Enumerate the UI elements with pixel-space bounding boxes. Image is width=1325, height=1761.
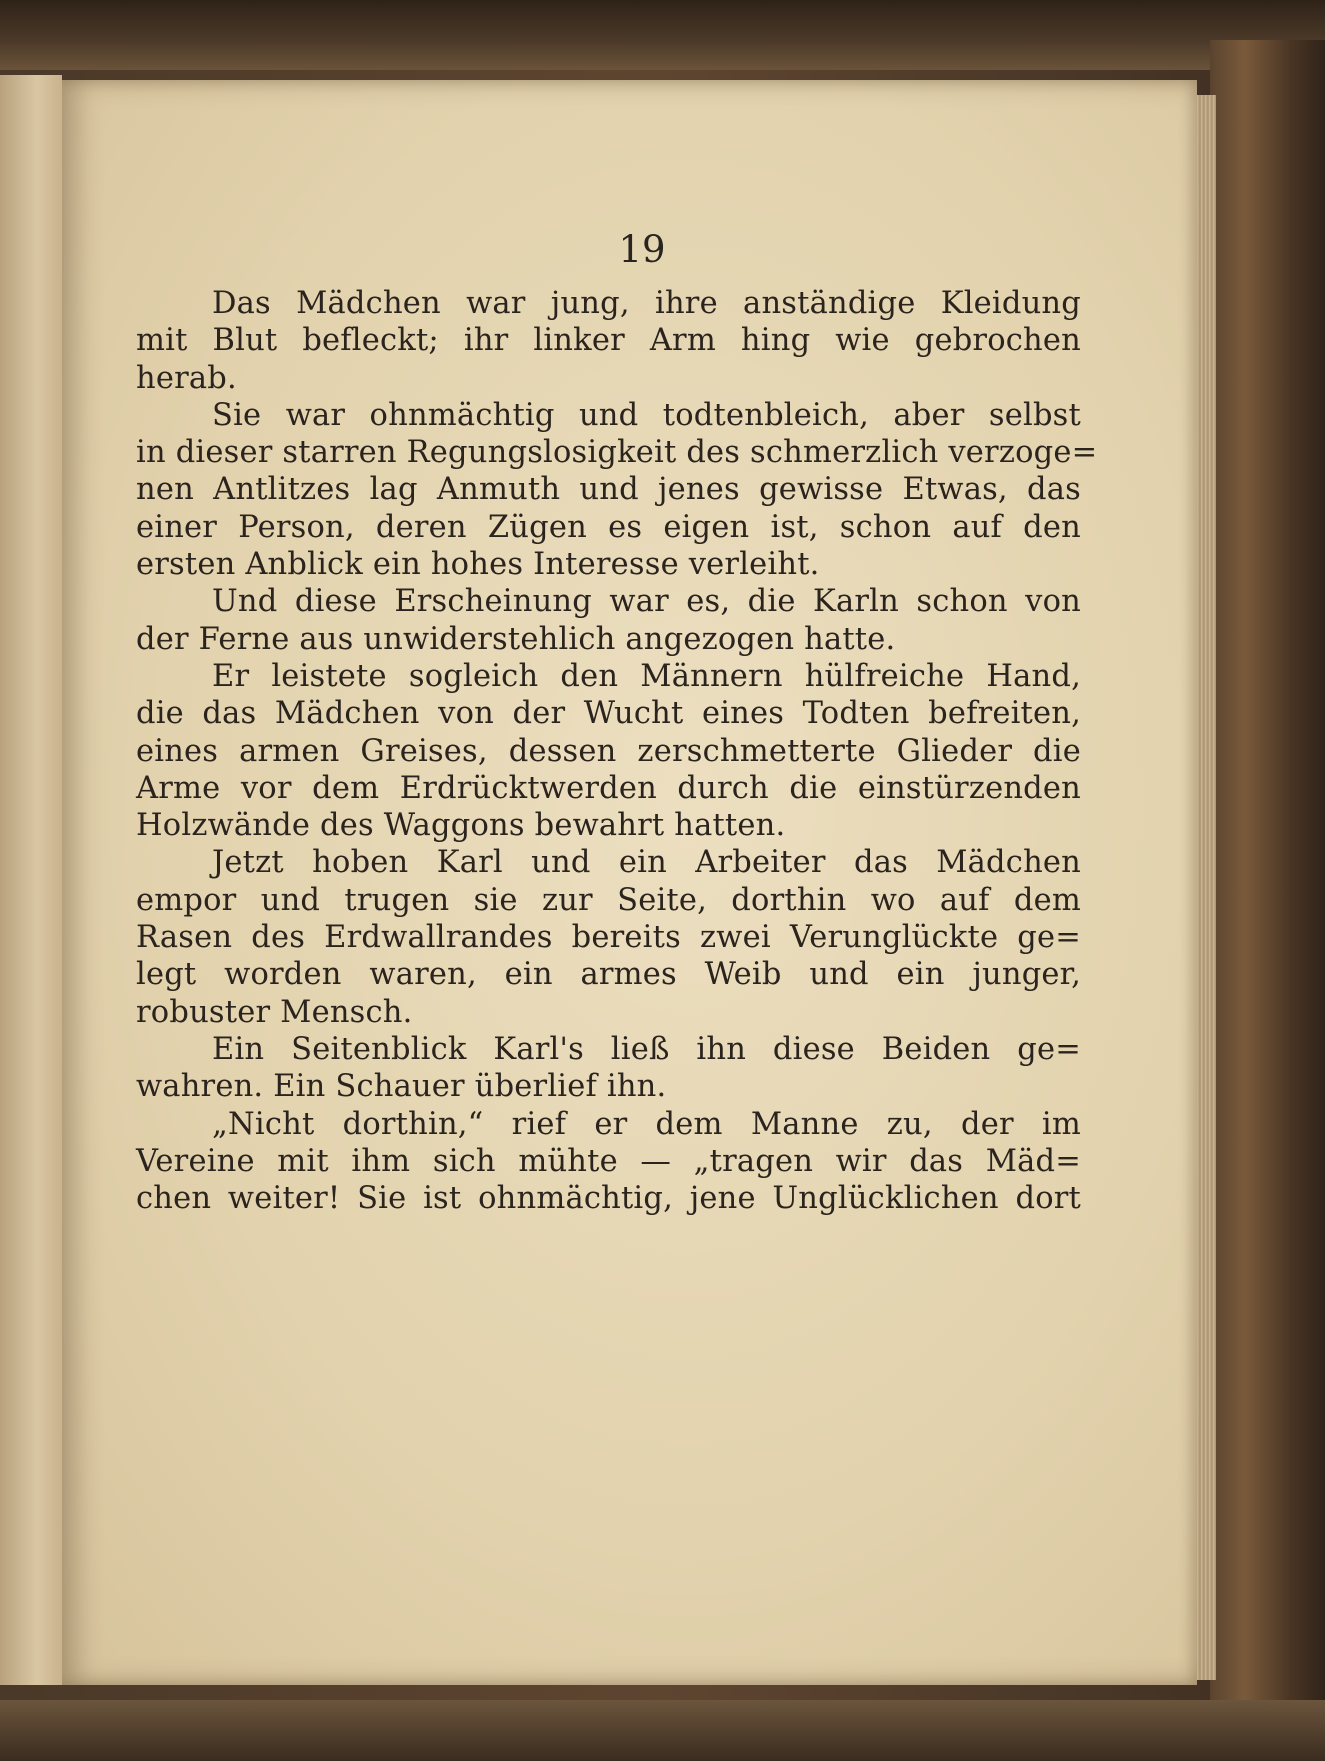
text-line: der Ferne aus unwiderstehlich angezogen hatte. <box>136 621 896 657</box>
text-line: chen weiter! Sie ist ohnmächtig, jene Unglücklichen dort <box>136 1181 1081 1217</box>
text-line: robuster Mensch. <box>136 994 413 1030</box>
left-page-edge <box>0 75 62 1685</box>
book-page <box>62 80 1197 1685</box>
text-line: Er leistete sogleich den Männern hülfreiche Hand, <box>212 658 1081 694</box>
text-line: „Nicht dorthin,“ rief er dem Manne zu, der im <box>212 1106 1081 1142</box>
text-line: Rasen des Erdwallrandes bereits zwei Verunglückte ge= <box>136 920 1081 956</box>
text-line: die das Mädchen von der Wucht eines Todten befreiten, <box>136 696 1081 732</box>
text-line: Holzwände des Waggons bewahrt hatten. <box>136 808 786 844</box>
text-line: legt worden waren, ein armes Weib und ein junger, <box>136 957 1081 993</box>
text-line: Sie war ohnmächtig und todtenbleich, aber selbst <box>212 397 1081 433</box>
text-line: nen Antlitzes lag Anmuth und jenes gewisse Etwas, das <box>136 472 1081 508</box>
text-line: Jetzt hoben Karl und ein Arbeiter das Mädchen <box>212 845 1081 881</box>
book-cover-top <box>0 0 1325 70</box>
page-text <box>136 285 1098 1217</box>
text-line: Ein Seitenblick Karl's ließ ihn diese Beiden ge= <box>212 1031 1081 1067</box>
text-line: eines armen Greises, dessen zerschmetterte Glieder die <box>136 733 1081 769</box>
text-line: mit Blut befleckt; ihr linker Arm hing wie gebrochen <box>136 323 1081 359</box>
text-line: ersten Anblick ein hohes Interesse verleiht. <box>136 547 820 583</box>
text-line: Arme vor dem Erdrücktwerden durch die einstürzenden <box>136 770 1081 806</box>
book-cover-spine <box>1210 40 1325 1761</box>
book-cover-bottom <box>0 1700 1325 1761</box>
text-line: empor und trugen sie zur Seite, dorthin wo auf dem <box>136 882 1081 918</box>
text-line: Vereine mit ihm sich mühte — „tragen wir das Mäd= <box>136 1143 1081 1179</box>
text-line: wahren. Ein Schauer überlief ihn. <box>136 1069 667 1105</box>
page-number: 19 <box>618 228 666 271</box>
text-line: in dieser starren Regungslosigkeit des schmerzlich verzoge= <box>136 435 1098 471</box>
text-line: Das Mädchen war jung, ihre anständige Kleidung <box>212 286 1081 321</box>
text-line: herab. <box>136 360 237 396</box>
text-line: Und diese Erscheinung war es, die Karln schon von <box>212 584 1081 620</box>
text-line: einer Person, deren Zügen es eigen ist, schon auf den <box>136 509 1081 545</box>
